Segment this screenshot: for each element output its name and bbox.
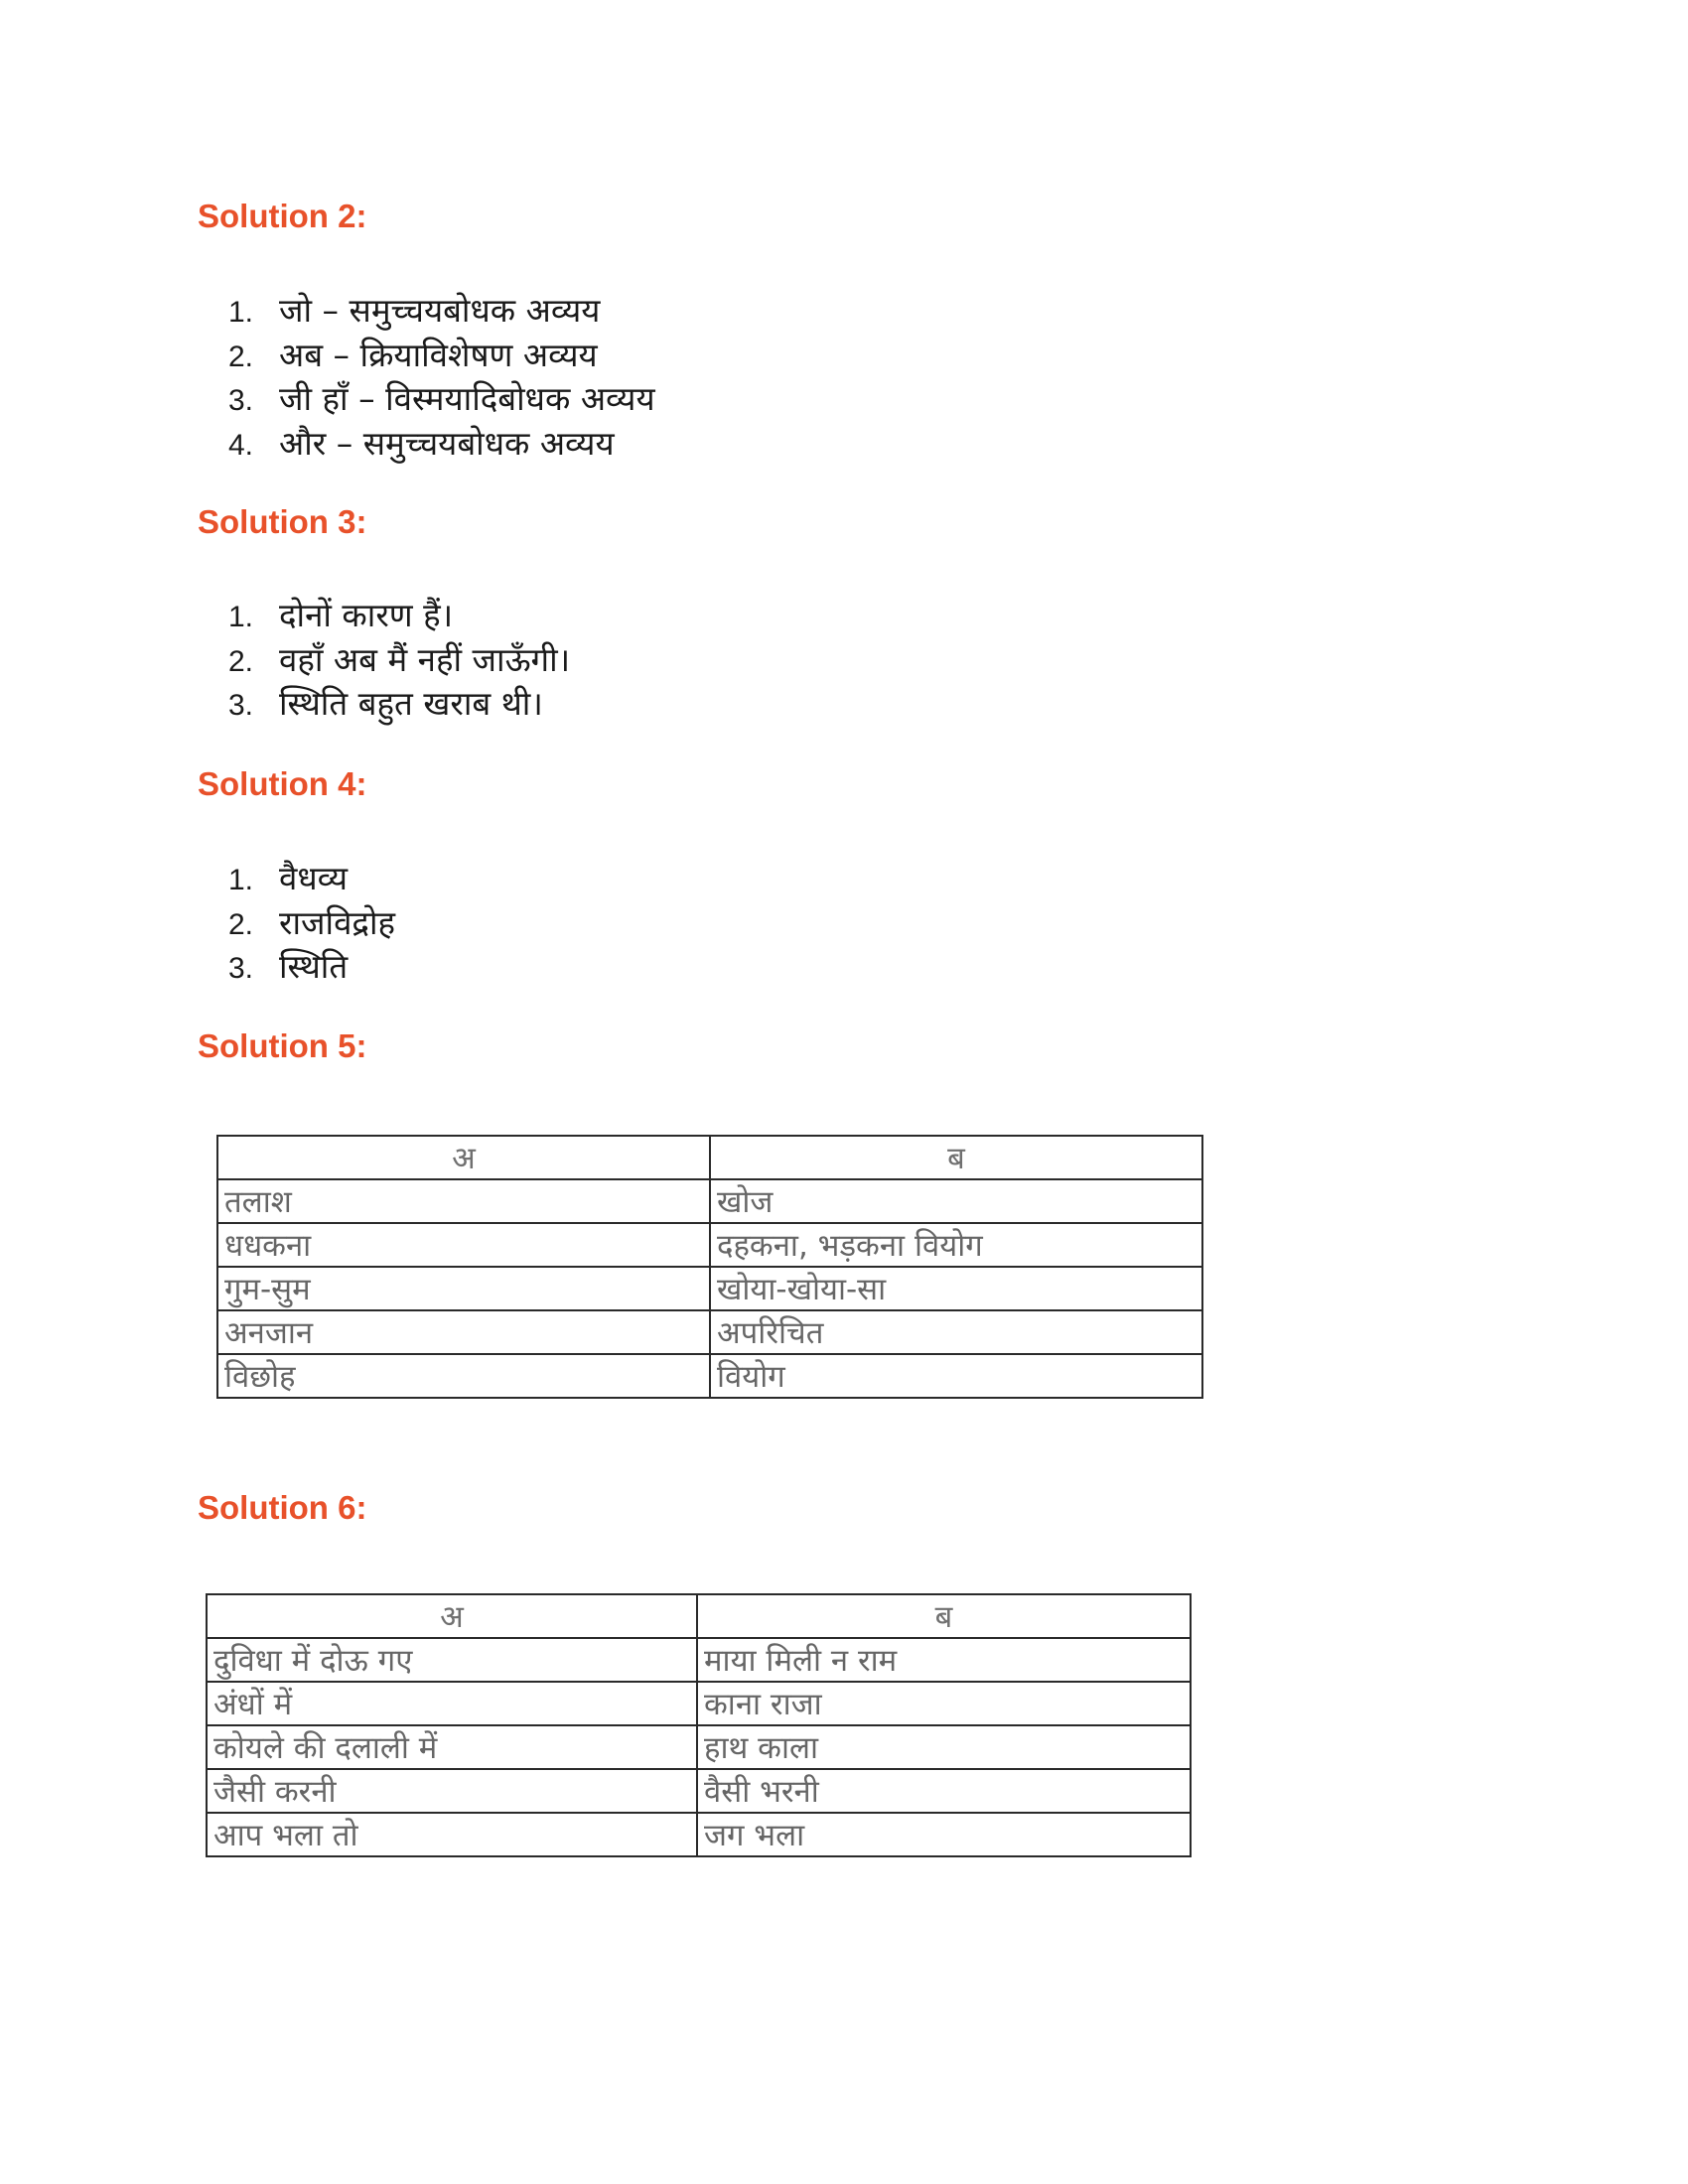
solution-3-heading: Solution 3: — [198, 503, 367, 540]
table-cell: धधकना — [217, 1223, 710, 1267]
table-cell: अनजान — [217, 1310, 710, 1354]
column-header-a: अ — [207, 1594, 697, 1638]
list-item — [228, 594, 570, 638]
list-item-text: वहाँ अब मैं नहीं जाऊँगी। — [279, 639, 571, 679]
table-cell: वैसी भरनी — [697, 1769, 1191, 1813]
table-row — [207, 1769, 1191, 1813]
table-header-row — [207, 1594, 1191, 1638]
table-cell: दहकना, भड़कना वियोग — [710, 1223, 1202, 1267]
list-item-number: 1. — [228, 601, 254, 633]
solution-5-heading: Solution 5: — [198, 1027, 367, 1064]
table-cell: अपरिचित — [710, 1310, 1202, 1354]
solution-2-heading: Solution 2: — [198, 198, 367, 234]
column-header-b: ब — [697, 1594, 1191, 1638]
table-row — [217, 1179, 1202, 1223]
list-item-number: 3. — [228, 384, 254, 417]
list-item-number: 4. — [228, 428, 254, 462]
table-cell: अंधों में — [207, 1682, 697, 1725]
solution-4-list — [228, 857, 395, 990]
list-item-number: 2. — [228, 644, 254, 678]
list-item-text: स्थिति — [279, 947, 349, 986]
solution-5-table — [216, 1135, 1203, 1399]
list-item-number: 1. — [228, 296, 254, 329]
solution-6-heading: Solution 6: — [198, 1489, 367, 1526]
table-cell: जग भला — [697, 1813, 1191, 1856]
list-item-number: 2. — [228, 340, 254, 373]
solution-4-heading: Solution 4: — [198, 765, 367, 802]
table-row — [207, 1813, 1191, 1856]
table-cell: हाथ काला — [697, 1725, 1191, 1769]
list-item-text: जी हाँ – विस्मयादिबोधक अव्यय — [279, 379, 655, 418]
column-header-a: अ — [217, 1136, 710, 1179]
list-item — [228, 422, 655, 467]
list-item — [228, 334, 655, 378]
list-item-text: अब – क्रियाविशेषण अव्यय — [279, 335, 598, 374]
list-item-text: राजविद्रोह — [279, 902, 396, 942]
table-cell: वियोग — [710, 1354, 1202, 1398]
list-item-text: दोनों कारण हैं। — [279, 596, 454, 634]
table-header-row — [217, 1136, 1202, 1179]
list-item-text: वैधव्य — [279, 859, 349, 897]
list-item-text: जो – समुच्चयबोधक अव्यय — [279, 291, 601, 330]
table-cell: माया मिली न राम — [697, 1638, 1191, 1682]
list-item-number: 1. — [228, 864, 254, 896]
table-cell: खोया-खोया-सा — [710, 1267, 1202, 1310]
solution-2-list — [228, 289, 655, 466]
table-row — [207, 1638, 1191, 1682]
table-cell: काना राजा — [697, 1682, 1191, 1725]
table-row — [217, 1310, 1202, 1354]
solution-6-table — [206, 1593, 1192, 1857]
list-item-number: 2. — [228, 907, 254, 941]
list-item — [228, 945, 395, 990]
table-row — [207, 1682, 1191, 1725]
list-item — [228, 289, 655, 334]
table-cell: विछोह — [217, 1354, 710, 1398]
table-row — [207, 1725, 1191, 1769]
list-item-text: स्थिति बहुत खराब थी। — [279, 684, 543, 723]
table-cell: खोज — [710, 1179, 1202, 1223]
solution-3-list — [228, 594, 570, 727]
list-item-number: 3. — [228, 952, 254, 985]
list-item-text: और – समुच्चयबोधक अव्यय — [279, 423, 615, 463]
list-item — [228, 901, 395, 946]
table-row — [217, 1354, 1202, 1398]
list-item — [228, 857, 395, 901]
list-item-number: 3. — [228, 689, 254, 722]
list-item — [228, 377, 655, 422]
list-item — [228, 638, 570, 683]
table-cell: गुम-सुम — [217, 1267, 710, 1310]
table-cell: जैसी करनी — [207, 1769, 697, 1813]
table-cell: तलाश — [217, 1179, 710, 1223]
table-cell: आप भला तो — [207, 1813, 697, 1856]
list-item — [228, 682, 570, 727]
table-row — [217, 1223, 1202, 1267]
column-header-b: ब — [710, 1136, 1202, 1179]
table-cell: दुविधा में दोऊ गए — [207, 1638, 697, 1682]
table-cell: कोयले की दलाली में — [207, 1725, 697, 1769]
table-row — [217, 1267, 1202, 1310]
